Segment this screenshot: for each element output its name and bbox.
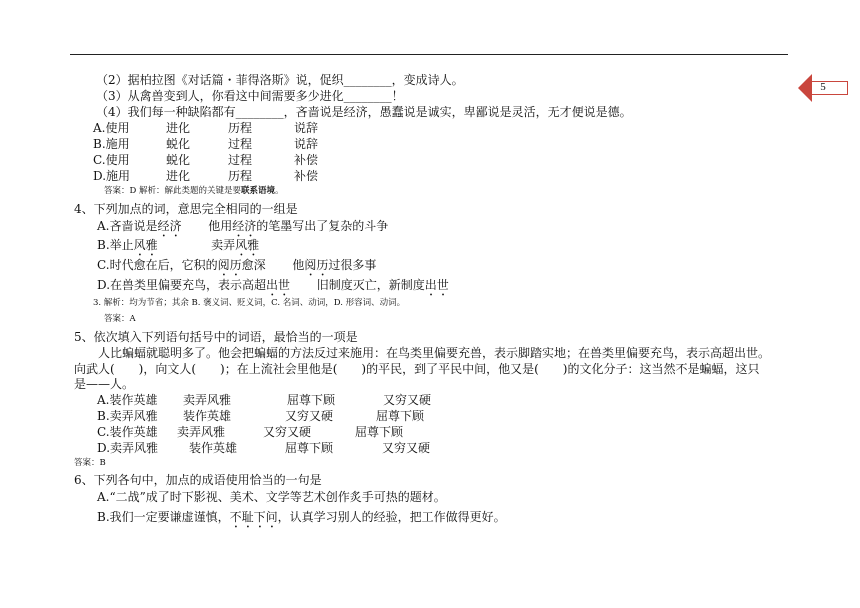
q5-option-c: C.装作英雄 卖弄风雅 又穷又硬 屈尊下顾 xyxy=(97,425,404,439)
q5-paragraph-line-2: 向武人( )，向文人( )；在上流社会里他是( )的平民，到了平民中间，他又是( )的文化分子：这当然不是蝙蝠，这只 xyxy=(74,362,760,376)
q4-option-c: C.时代愈在后，它积的阅历愈深 他阅历过很多事 xyxy=(97,258,377,272)
q4-option-a: A.吝啬说是经济 他用经济的笔墨写出了复杂的斗争 xyxy=(97,219,389,233)
q4-answer: 答案：A xyxy=(104,314,136,324)
q5-option-b: B.卖弄风雅 装作英雄 又穷又硬 屈尊下顾 xyxy=(97,409,425,423)
q3-item-2: （2）据柏拉图《对话篇・菲得洛斯》说，促织________，变成诗人。 xyxy=(96,73,464,87)
q6-option-b: B.我们一定要谦虚谨慎，不耻下问，认真学习别人的经验，把工作做得更好。 xyxy=(97,510,506,524)
q6-stem: 6、下列各句中，加点的成语使用恰当的一句是 xyxy=(74,473,322,487)
q5-option-d: D.卖弄风雅 装作英雄 屈尊下顾 又穷又硬 xyxy=(97,441,431,455)
q5-paragraph-line-3: 是——人。 xyxy=(74,377,135,391)
q6-option-a: A.“二战”成了时下影视、美术、文学等艺术创作炙手可热的题材。 xyxy=(97,490,446,504)
q3-option-a: A.使用 进化 历程 说辞 xyxy=(93,121,319,135)
q4-option-b: B.举止风雅 卖弄风雅 xyxy=(97,238,260,252)
q3-item-4: （4）我们每一种缺陷都有________，吝啬说是经济，愚蠢说是诚实，卑鄙说是灵活，无才便说是德。 xyxy=(96,105,632,119)
q4-stem: 4、下列加点的词，意思完全相同的一组是 xyxy=(74,202,298,216)
header-rule xyxy=(70,54,788,55)
page-arrow xyxy=(798,74,848,102)
q3-option-d: D.施用 进化 历程 补偿 xyxy=(93,169,319,183)
q5-option-a: A.装作英雄 卖弄风雅 屈尊下顾 又穷又硬 xyxy=(97,393,432,407)
q3-answer: 答案：D 解析：解此类题的关键是要联系语境。 xyxy=(104,186,284,196)
q5-paragraph-line-1: 人比蝙蝠就聪明多了。他会把蝙蝠的方法反过来施用：在鸟类里偏要充兽，表示脚踏实地；在兽类里偏要充鸟，表示高超出世。 xyxy=(98,346,771,360)
q5-stem: 5、依次填入下列语句括号中的词语，最恰当的一项是 xyxy=(74,330,358,344)
q3-option-b: B.施用 蜕化 过程 说辞 xyxy=(93,137,319,151)
q3-item-3: （3）从禽兽变到人，你看这中间需要多少进化________！ xyxy=(96,89,404,103)
q5-answer: 答案：B xyxy=(74,458,106,468)
page-number: 5 xyxy=(820,81,826,93)
q4-option-d: D.在兽类里偏要充鸟，表示高超出世 旧制度灭亡，新制度出世 xyxy=(97,278,449,292)
q3-option-c: C.使用 蜕化 过程 补偿 xyxy=(93,153,319,167)
q4-analysis: 3. 解析：均为节省；其余 B. 褒义词、贬义词，C. 名词、动词，D. 形容词、动词。 xyxy=(93,298,406,308)
